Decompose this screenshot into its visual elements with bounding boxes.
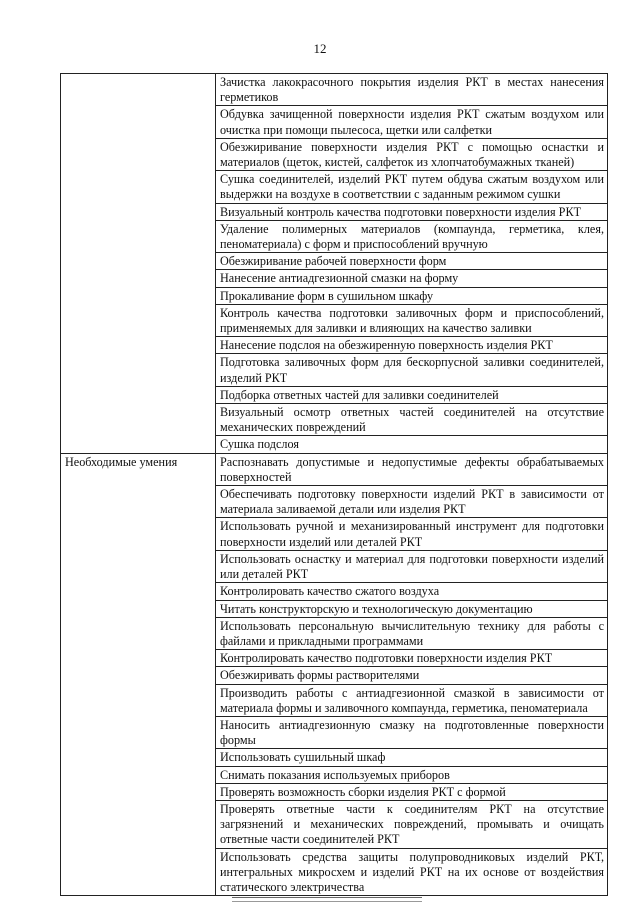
requirement-item-cell: Подборка ответных частей для заливки соединителей <box>216 386 608 403</box>
requirement-item-cell: Производить работы с антиадгезионной смазкой в зависимости от материала формы и заливочного компаунда, герметика, пеноматериала <box>216 684 608 716</box>
requirement-item-cell: Использовать оснастку и материал для подготовки поверхности изделий или деталей РКТ <box>216 550 608 582</box>
requirement-item-cell: Использовать ручной и механизированный инструмент для подготовки поверхности изделий или деталей РКТ <box>216 518 608 550</box>
requirement-item-cell: Подготовка заливочных форм для бескорпусной заливки соединителей, изделий РКТ <box>216 354 608 386</box>
page-number: 12 <box>313 41 327 56</box>
requirement-item-cell: Обеспечивать подготовку поверхности изделий РКТ в зависимости от материала заливаемой детали или изделия РКТ <box>216 486 608 518</box>
requirement-item-cell: Зачистка лакокрасочного покрытия изделия РКТ в местах нанесения герметиков <box>216 74 608 106</box>
requirements-table <box>60 73 608 896</box>
requirement-item-cell: Использовать средства защиты полупроводниковых изделий РКТ, интегральных микросхем и изделий РКТ на их основе от воздействия статического электричества <box>216 848 608 896</box>
requirement-item-cell: Распознавать допустимые и недопустимые дефекты обрабатываемых поверхностей <box>216 453 608 485</box>
requirement-item-cell: Наносить антиадгезионную смазку на подготовленные поверхности формы <box>216 716 608 748</box>
requirement-item-cell: Сушка подслоя <box>216 436 608 453</box>
requirement-item-cell: Контролировать качество сжатого воздуха <box>216 583 608 600</box>
requirement-item-cell: Обезжиривание рабочей поверхности форм <box>216 253 608 270</box>
requirement-item-cell: Визуальный осмотр ответных частей соединителей на отсутствие механических повреждений <box>216 404 608 436</box>
requirement-item-cell: Обдувка зачищенной поверхности изделия РКТ сжатым воздухом или очистка при помощи пылесоса, щетки или салфетки <box>216 106 608 138</box>
section-category-cell <box>61 74 216 454</box>
requirement-item-cell: Обезжиривание поверхности изделия РКТ с помощью оснастки и материалов (щеток, кистей, салфеток из хлопчатобумажных тканей) <box>216 138 608 170</box>
table-row <box>61 74 608 106</box>
requirements-table-body <box>61 74 608 896</box>
requirement-item-cell: Обезжиривать формы растворителями <box>216 667 608 684</box>
requirement-item-cell: Проверять ответные части к соединителям РКТ на отсутствие загрязнений и механических повреждений, промывать и очищать ответные части соединителей РКТ <box>216 800 608 848</box>
requirement-item-cell: Контролировать качество подготовки поверхности изделия РКТ <box>216 650 608 667</box>
page-footer-mark <box>232 897 422 902</box>
requirement-item-cell: Читать конструкторскую и технологическую документацию <box>216 600 608 617</box>
requirement-item-cell: Прокаливание форм в сушильном шкафу <box>216 287 608 304</box>
requirement-item-cell: Контроль качества подготовки заливочных форм и приспособлений, применяемых для заливки и влияющих на качество заливки <box>216 304 608 336</box>
table-row <box>61 453 608 485</box>
requirement-item-cell: Удаление полимерных материалов (компаунда, герметика, клея, пеноматериала) с форм и приспособлений вручную <box>216 220 608 252</box>
section-category-cell: Необходимые умения <box>61 453 216 895</box>
requirement-item-cell: Снимать показания используемых приборов <box>216 766 608 783</box>
requirement-item-cell: Использовать сушильный шкаф <box>216 749 608 766</box>
requirement-item-cell: Нанесение подслоя на обезжиренную поверхность изделия РКТ <box>216 337 608 354</box>
requirement-item-cell: Проверять возможность сборки изделия РКТ с формой <box>216 783 608 800</box>
requirement-item-cell: Использовать персональную вычислительную технику для работы с файлами и прикладными программами <box>216 617 608 649</box>
requirement-item-cell: Визуальный контроль качества подготовки поверхности изделия РКТ <box>216 203 608 220</box>
requirement-item-cell: Нанесение антиадгезионной смазки на форму <box>216 270 608 287</box>
requirement-item-cell: Сушка соединителей, изделий РКТ путем обдува сжатым воздухом или выдержки на воздухе в соответствии с заданным режимом сушки <box>216 171 608 203</box>
